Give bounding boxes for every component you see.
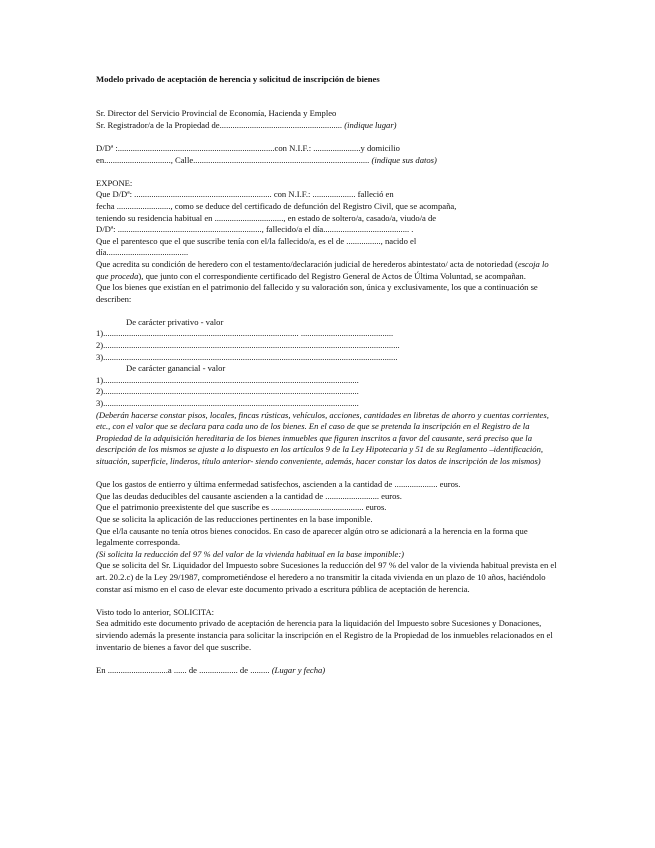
cost-line: Que las deudas deducibles del causante ascienden a la cantidad de ......................... euros.	[96, 490, 402, 501]
ganancial-item: 1).......................................................................................................................	[96, 374, 359, 385]
closing-line: En ............................a ...... de .................. de ......... (Lugar y fecha)	[96, 664, 326, 675]
ganancial-item: 2).......................................................................................................................	[96, 386, 359, 397]
cost-line: Que se solicita la aplicación de las reducciones pertinentes en la base imponible.	[96, 513, 373, 524]
cost-line: Que el/la causante no tenía otros bienes conocidos. En caso de aparecer algún otro se adicionará a la herencia en la forma que legalmente corresponda.	[96, 525, 528, 548]
cost-line: Que el patrimonio preexistente del que suscribe es ........................................... euros.	[96, 502, 387, 513]
expone-line: fecha ........................., como se deduce del certificado de defunción del Registro Civil, que se acompaña,	[96, 200, 457, 211]
solicita-heading: Visto todo lo anterior, SOLICITA:	[96, 606, 215, 617]
vivienda-note: (Si solicita la reducción del 97 % del valor de la vivienda habitual en la base imponible:)	[96, 548, 405, 559]
bienes-note: (Deberán hacerse constar pisos, locales, fincas rústicas, vehículos, acciones, cantidades en libretas de ahorro y cuentas corrientes, etc., con el valor que se declara para cada uno de los bienes. En el caso de que se pretenda la inscripción en el Registro de la Propiedad de la adquisición hereditaria de los bienes inmuebles que figuren inscritos a favor del causante, será preciso que la descripción de los mismos se ajuste a lo dispuesto en los artículos 9 de la Ley Hipotecaria y 51 de su Reglamento –identificación, situación, superficie, linderos, título anterior- siendo conveniente, además, hacer constar los datos de inscripción de los mismos)	[96, 409, 549, 466]
heredero-paragraph: Que acredita su condición de heredero con el testamento/declaración judicial de herederos abintestato/ acta de notoriedad (escoja lo que proceda), que junto con el correspondiente certificado del Registro General de Actos de Última Voluntad, se acompañan.	[96, 258, 549, 281]
ganancial-item: 3).......................................................................................................................	[96, 398, 359, 409]
cost-line: Que los gastos de entierro y última enfermedad satisfechos, ascienden a la cantidad de .................... euros.	[96, 479, 461, 490]
expone-line: Que D/Dª: ................................................................ con N.I.F.: .................... falleció en	[96, 189, 394, 200]
privativo-heading: De carácter privativo - valor	[126, 316, 224, 327]
addressee-director: Sr. Director del Servicio Provincial de Economía, Hacienda y Empleo	[96, 108, 337, 119]
identity-hint: (indique sus datos)	[371, 154, 437, 165]
date-hint: (Lugar y fecha)	[271, 664, 326, 675]
solicita-paragraph: Sea admitido este documento privado de aceptación de herencia para la liquidación del Impuesto sobre Sucesiones y Donaciones, sirviendo además la presente instancia para solicitar la inscripción en el Registro de la Propiedad de los inmuebles relacionados en el inventario de bienes a favor del que suscribe.	[96, 618, 553, 652]
document-page	[96, 74, 558, 676]
expone-line: D/Dª: ..................................................................., fallecido/a el día........................................ .	[96, 224, 414, 235]
parentesco-line: Que el parentesco que el que suscribe tenía con el/la fallecido/a, es el de ................, nacido el	[96, 235, 417, 246]
privativo-item: 1)........................................................................................... ...........................................	[96, 328, 394, 339]
document-title: Modelo privado de aceptación de herencia y solicitud de inscripción de bienes	[96, 74, 380, 84]
ganancial-heading: De carácter ganancial - valor	[126, 363, 226, 374]
addressee-registrador: Sr. Registrador/a de la Propiedad de......................................................... (indique lugar)	[96, 119, 397, 130]
place-hint: (indique lugar)	[344, 119, 397, 130]
parentesco-line: día......................................	[96, 247, 189, 258]
bienes-intro: Que los bienes que existían en el patrimonio del fallecido y su valoración son, única y exclusivamente, los que a continuación se describen:	[96, 282, 538, 304]
identity-line-2: en..............................., Calle.................................................................................. (indique sus datos)	[96, 154, 437, 165]
identity-line-1: D/Dª :.........................................................................con N.I.F.: ......................y domicilio	[96, 142, 400, 153]
expone-line: teniendo su residencia habitual en ................................, en estado de soltero/a, casado/a, viudo/a de	[96, 212, 437, 223]
privativo-item: 2)..........................................................................................................................................	[96, 340, 400, 351]
expone-heading: EXPONE:	[96, 177, 133, 188]
privativo-item: 3).........................................................................................................................................	[96, 351, 398, 362]
vivienda-paragraph: Que se solicita del Sr. Liquidador del Impuesto sobre Sucesiones la reducción del 97 % del valor de la vivienda habitual prevista en el art. 20.2.c) de la Ley 29/1987, comprometiéndose el heredero a no transmitir la citada vivienda en un plazo de 10 años, haciéndolo constar así mismo en el caso de elevar este documento privado a escritura pública de aceptación de herencia.	[96, 560, 557, 594]
